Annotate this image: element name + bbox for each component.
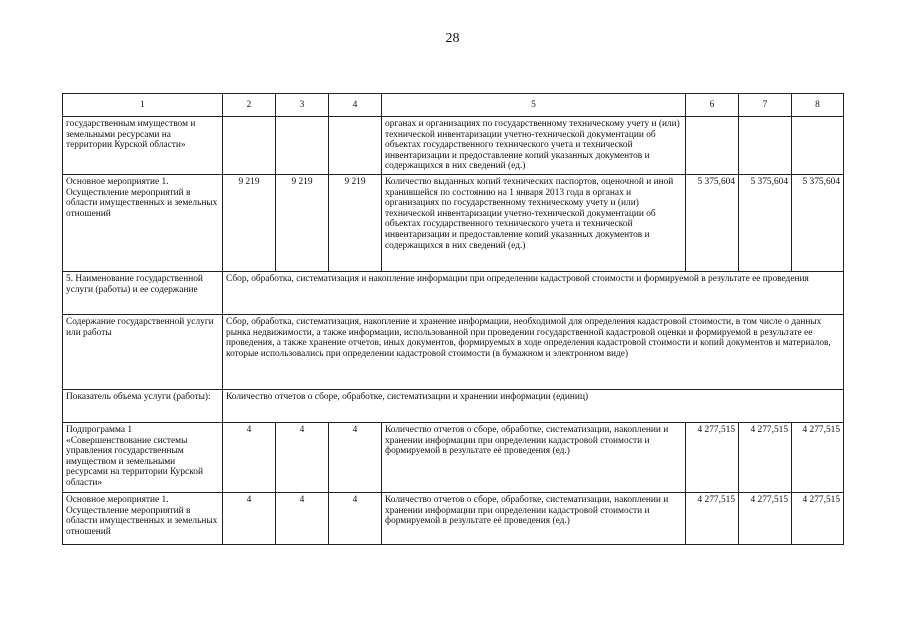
- row-label: 5. Наименование государственной услуги (работы) и ее содержание: [63, 272, 223, 315]
- header-cell: 8: [792, 94, 844, 117]
- value-cell: 4: [223, 423, 276, 493]
- value-cell: 5 375,604: [792, 175, 844, 272]
- table-row: [63, 315, 844, 390]
- services-table: [62, 93, 844, 545]
- value-cell: 4 277,515: [792, 493, 844, 545]
- value-cell: 4: [276, 423, 329, 493]
- header-cell: 1: [63, 94, 223, 117]
- header-cell: 5: [382, 94, 686, 117]
- value-cell: 4 277,515: [686, 423, 739, 493]
- value-cell: 9 219: [223, 175, 276, 272]
- value-cell: 9 219: [276, 175, 329, 272]
- value-cell: [276, 117, 329, 175]
- value-cell: [739, 117, 792, 175]
- value-cell: [223, 117, 276, 175]
- indicator-text: Количество отчетов о сборе, обработке, систематизации, накоплении и хранении информации при определении кадастровой стоимости и формируемой в результате её проведения (ед.): [382, 423, 686, 493]
- indicator-text: Количество выданных копий технических паспортов, оценочной и иной хранившейся по состоянию на 1 января 2013 года в органах и организациях по государственному техническому учету и (или) технической инвентаризации учетно-технической документации об объектах государственного технического учета и технической инвентаризации и предоставление копий указанных документов и содержащихся в них сведений (ед.): [382, 175, 686, 272]
- value-cell: 4: [329, 423, 382, 493]
- row-label: Основное мероприятие 1. Осуществление мероприятий в области имущественных и земельных отношений: [63, 493, 223, 545]
- table-header-row: [63, 94, 844, 117]
- value-cell: 4 277,515: [739, 423, 792, 493]
- value-cell: 4 277,515: [686, 493, 739, 545]
- value-cell: 5 375,604: [739, 175, 792, 272]
- value-cell: 5 375,604: [686, 175, 739, 272]
- volume-indicator-text: Количество отчетов о сборе, обработке, систематизации и хранении информации (единиц): [223, 390, 844, 423]
- value-cell: 4: [329, 493, 382, 545]
- value-cell: [686, 117, 739, 175]
- value-cell: 4 277,515: [792, 423, 844, 493]
- header-cell: 7: [739, 94, 792, 117]
- row-label: государственным имуществом и земельными ресурсами на территории Курской области»: [63, 117, 223, 175]
- row-label: Содержание государственной услуги или работы: [63, 315, 223, 390]
- table-row: [63, 390, 844, 423]
- service-content-text: Сбор, обработка, систематизация, накопление и хранение информации, необходимой для определения кадастровой стоимости, в том числе о данных рынка недвижимости, а также информации, использованной при проведении государственной кадастровой оценки и формируемой в результате ее проведения, а также хранение отчетов, иных документов, формируемых в ходе определения кадастровой стоимости и копий документов и материалов, которые использовались при определении кадастровой стоимости (в бумажном и электронном виде): [223, 315, 844, 390]
- value-cell: [792, 117, 844, 175]
- value-cell: 4: [276, 493, 329, 545]
- value-cell: [329, 117, 382, 175]
- row-label: Основное мероприятие 1. Осуществление мероприятий в области имущественных и земельных отношений: [63, 175, 223, 272]
- header-cell: 6: [686, 94, 739, 117]
- header-cell: 2: [223, 94, 276, 117]
- header-cell: 3: [276, 94, 329, 117]
- row-label: Подпрограмма 1 «Совершенствование системы управления государственным имуществом и земельными ресурсами на территории Курской области»: [63, 423, 223, 493]
- table-row: [63, 272, 844, 315]
- indicator-text: органах и организациях по государственному техническому учету и (или) технической инвентаризации учетно-технической документации об объектах государственного технического учета и технической инвентаризации и предоставление копий указанных документов и содержащихся в них сведений (ед.): [382, 117, 686, 175]
- table-row: [63, 423, 844, 493]
- row-label: Показатель объема услуги (работы):: [63, 390, 223, 423]
- value-cell: 4: [223, 493, 276, 545]
- header-cell: 4: [329, 94, 382, 117]
- table-row: [63, 493, 844, 545]
- page-number: 28: [445, 31, 460, 46]
- value-cell: 9 219: [329, 175, 382, 272]
- service-name-text: Сбор, обработка, систематизация и накопление информации при определении кадастровой стоимости и формируемой в результате ее проведения: [223, 272, 844, 315]
- table-row: [63, 117, 844, 175]
- table-row: [63, 175, 844, 272]
- value-cell: 4 277,515: [739, 493, 792, 545]
- indicator-text: Количество отчетов о сборе, обработке, систематизации, накоплении и хранении информации при определении кадастровой стоимости и формируемой в результате её проведения (ед.): [382, 493, 686, 545]
